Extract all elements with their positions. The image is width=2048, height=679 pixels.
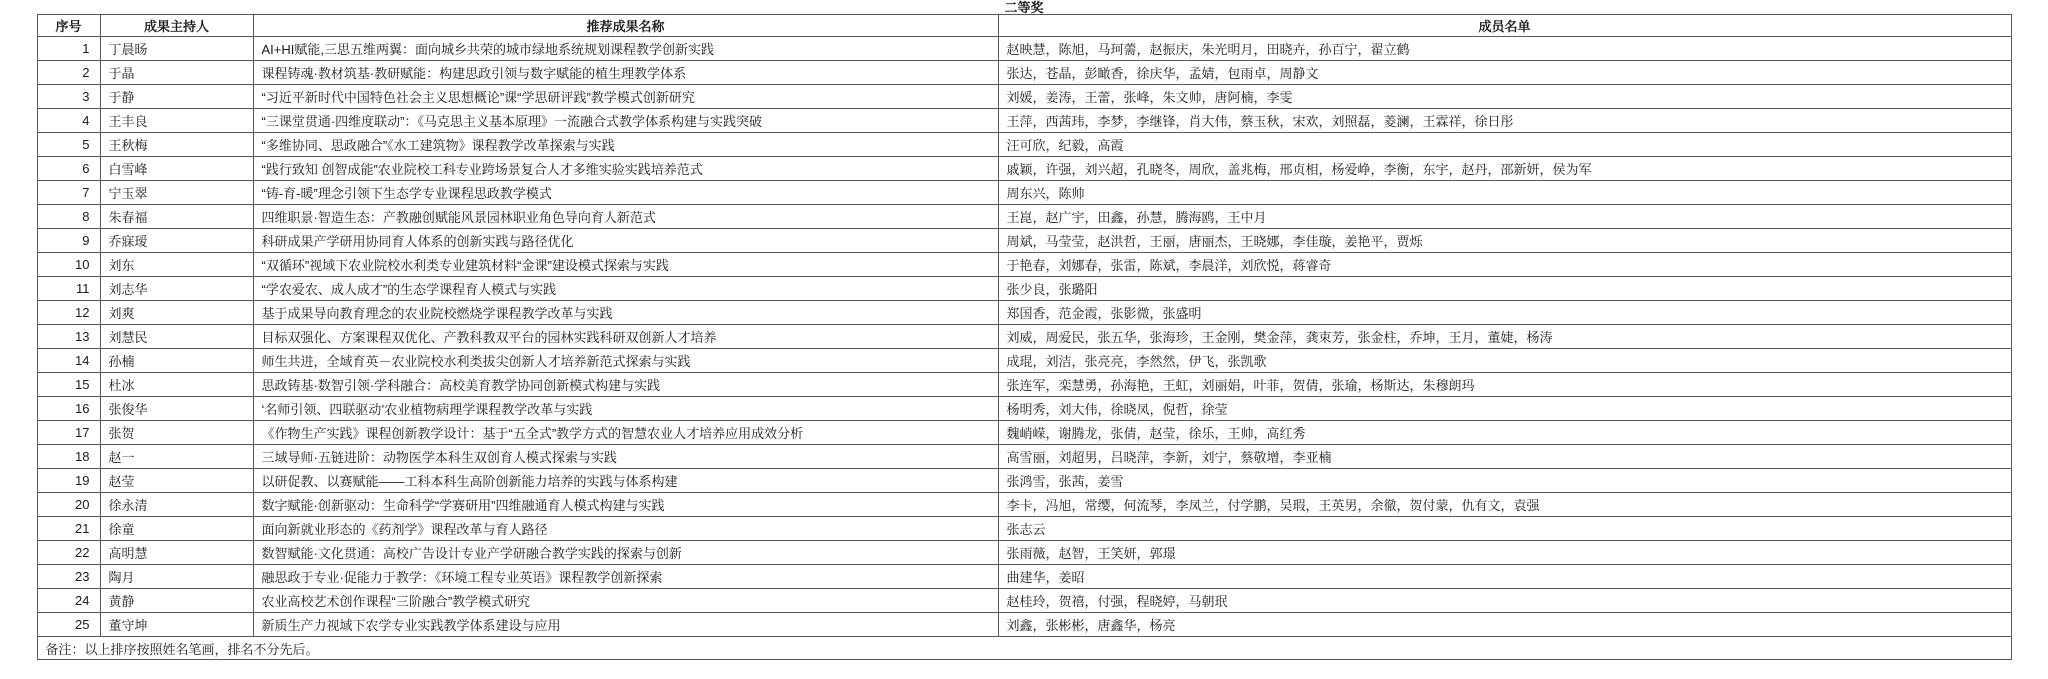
leader-cell: 乔寐瑷 [100,229,253,253]
leader-cell: 董守坤 [100,613,253,637]
leader-cell: 于静 [100,85,253,109]
serial-cell: 1 [37,37,100,61]
members-cell: 张少良，张璐阳 [998,277,2011,301]
achievement-cell: “三课堂贯通·四维度联动”：《马克思主义基本原理》一流融合式教学体系构建与实践突破 [253,109,998,133]
serial-cell: 17 [37,421,100,445]
serial-cell: 15 [37,373,100,397]
leader-cell: 张俊华 [100,397,253,421]
achievement-cell: ‘名师引领、四联驱动’农业植物病理学课程教学改革与实践 [253,397,998,421]
members-cell: 刘威，周爱民，张五华，张海珍，王金刚，樊金萍，龚束芳，张金柱，乔坤，王月，董婕，杨涛 [998,325,2011,349]
serial-cell: 16 [37,397,100,421]
leader-cell: 陶月 [100,565,253,589]
header-leader: 成果主持人 [100,15,253,37]
header-achievement: 推荐成果名称 [253,15,998,37]
table-row [37,181,2011,205]
serial-cell: 7 [37,181,100,205]
members-cell: 曲建华，姜昭 [998,565,2011,589]
table-row [37,445,2011,469]
table-row [37,517,2011,541]
table-row [37,541,2011,565]
table-row [37,613,2011,637]
achievement-cell: 以研促教、以赛赋能——工科本科生高阶创新能力培养的实践与体系构建 [253,469,998,493]
serial-cell: 12 [37,301,100,325]
achievement-cell: “铸-育-暖”理念引领下生态学专业课程思政教学模式 [253,181,998,205]
leader-cell: 孙楠 [100,349,253,373]
table-row [37,37,2011,61]
table-row [37,157,2011,181]
achievement-cell: 目标双强化、方案课程双优化、产教科教双平台的园林实践科研双创新人才培养 [253,325,998,349]
serial-cell: 8 [37,205,100,229]
table-row [37,85,2011,109]
serial-cell: 14 [37,349,100,373]
table-row [37,493,2011,517]
leader-cell: 于晶 [100,61,253,85]
achievement-cell: “习近平新时代中国特色社会主义思想概论”课“学思研评践”教学模式创新研究 [253,85,998,109]
table-header [37,15,2011,37]
leader-cell: 高明慧 [100,541,253,565]
achievement-cell: 融思政于专业·促能力于教学：《环境工程专业英语》课程教学创新探索 [253,565,998,589]
achievement-cell: “双循环”视域下农业院校水利类专业建筑材料“金课”建设模式探索与实践 [253,253,998,277]
achievement-cell: 数智赋能·文化贯通：高校广告设计专业产学研融合教学实践的探索与创新 [253,541,998,565]
serial-cell: 4 [37,109,100,133]
members-cell: 戚颖，许强，刘兴超，孔晓冬，周欣，盖兆梅，邢贞相，杨爱峥，李衡，东宇，赵丹，邵新妍，侯为军 [998,157,2011,181]
members-cell: 张达，苍晶，彭瞰香，徐庆华，孟婧，包雨卓，周静文 [998,61,2011,85]
achievement-cell: 思政铸基·数智引领·学科融合：高校美育教学协同创新模式构建与实践 [253,373,998,397]
achievement-cell: “多维协同、思政融合”《水工建筑物》课程教学改革探索与实践 [253,133,998,157]
members-cell: 成琨，刘洁，张亮亮，李然然，伊飞，张凯歌 [998,349,2011,373]
serial-cell: 5 [37,133,100,157]
members-cell: 张志云 [998,517,2011,541]
table-row [37,397,2011,421]
leader-cell: 刘慧民 [100,325,253,349]
serial-cell: 6 [37,157,100,181]
achievement-cell: 新质生产力视域下农学专业实践教学体系建设与应用 [253,613,998,637]
table-row [37,325,2011,349]
table-row [37,565,2011,589]
table-row [37,421,2011,445]
serial-cell: 23 [37,565,100,589]
members-cell: 周东兴，陈帅 [998,181,2011,205]
members-cell: 周斌，马莹莹，赵洪哲，王丽，唐丽杰，王晓娜，李佳璇，姜艳平，贾烁 [998,229,2011,253]
achievement-cell: 四维职景·智造生态：产教融创赋能风景园林职业角色导向育人新范式 [253,205,998,229]
note-row [37,637,2011,660]
members-cell: 张雨薇，赵智，王笑妍，郭璟 [998,541,2011,565]
members-cell: 赵映慧，陈旭，马珂薷，赵振庆，朱光明月，田晓卉，孙百宁，翟立鹤 [998,37,2011,61]
leader-cell: 白雪峰 [100,157,253,181]
leader-cell: 刘东 [100,253,253,277]
table-row [37,349,2011,373]
table-row [37,301,2011,325]
members-cell: 张连军，栾慧勇，孙海艳，王虹，刘丽娟，叶菲，贺倩，张瑜，杨斯达，朱穆朗玛 [998,373,2011,397]
members-cell: 刘媛，姜涛，王蕾，张峰，朱文帅，唐阿楠，李雯 [998,85,2011,109]
achievement-cell: AI+HI赋能,三思五维两翼：面向城乡共荣的城市绿地系统规划课程教学创新实践 [253,37,998,61]
leader-cell: 王丰良 [100,109,253,133]
achievement-cell: “学农爱农、成人成才”的生态学课程育人模式与实践 [253,277,998,301]
members-cell: 刘鑫，张彬彬，唐鑫华，杨亮 [998,613,2011,637]
leader-cell: 徐童 [100,517,253,541]
header-row [37,15,2011,37]
table-row [37,373,2011,397]
achievement-cell: 农业高校艺术创作课程“三阶融合”教学模式研究 [253,589,998,613]
leader-cell: 丁晨旸 [100,37,253,61]
members-cell: 郑国香，范金霞，张影微，张盛明 [998,301,2011,325]
leader-cell: 刘爽 [100,301,253,325]
leader-cell: 朱春福 [100,205,253,229]
leader-cell: 杜冰 [100,373,253,397]
members-cell: 高雪丽，刘超男，吕晓萍，李新，刘宁，蔡敬增，李亚楠 [998,445,2011,469]
serial-cell: 21 [37,517,100,541]
leader-cell: 刘志华 [100,277,253,301]
leader-cell: 王秋梅 [100,133,253,157]
table-row [37,469,2011,493]
serial-cell: 18 [37,445,100,469]
serial-cell: 3 [37,85,100,109]
achievement-cell: 面向新就业形态的《药剂学》课程改革与育人路径 [253,517,998,541]
serial-cell: 11 [37,277,100,301]
page-title: 二等奖 [1004,0,1044,15]
achievement-cell: 基于成果导向教育理念的农业院校燃烧学课程教学改革与实践 [253,301,998,325]
table-row [37,205,2011,229]
leader-cell: 张贺 [100,421,253,445]
achievement-cell: 数字赋能·创新驱动：生命科学“学赛研用”四维融通育人模式构建与实践 [253,493,998,517]
serial-cell: 25 [37,613,100,637]
header-serial: 序号 [37,15,100,37]
table-row [37,109,2011,133]
table-row [37,133,2011,157]
achievement-cell: 三域导师·五链进阶：动物医学本科生双创育人模式探索与实践 [253,445,998,469]
leader-cell: 赵莹 [100,469,253,493]
members-cell: 王崑，赵广宇，田鑫，孙慧，腾海鸥，王中月 [998,205,2011,229]
members-cell: 汪可欣，纪毅，高霞 [998,133,2011,157]
table-row [37,277,2011,301]
serial-cell: 9 [37,229,100,253]
table-row [37,229,2011,253]
serial-cell: 20 [37,493,100,517]
members-cell: 张鸿雪，张茜，姜雪 [998,469,2011,493]
serial-cell: 10 [37,253,100,277]
header-members: 成员名单 [998,15,2011,37]
table-row [37,253,2011,277]
serial-cell: 2 [37,61,100,85]
members-cell: 魏峭嵘，谢腾龙，张倩，赵莹，徐乐，王帅，高红秀 [998,421,2011,445]
members-cell: 赵桂玲，贺禧，付强，程晓婷，马朝珉 [998,589,2011,613]
table-footer [37,637,2011,660]
table-row [37,589,2011,613]
serial-cell: 22 [37,541,100,565]
note-text: 备注：以上排序按照姓名笔画，排名不分先后。 [37,637,2011,660]
members-cell: 王萍，西茜玮，李梦，李继锋，肖大伟，蔡玉秋，宋欢，刘照磊，菱澜，王霖祥，徐日彤 [998,109,2011,133]
members-cell: 于艳春，刘娜春，张雷，陈斌，李晨洋，刘欣悦，蒋睿奇 [998,253,2011,277]
achievement-cell: 课程铸魂·教材筑基·教研赋能：构建思政引领与数字赋能的植生理教学体系 [253,61,998,85]
leader-cell: 赵一 [100,445,253,469]
table-row [37,61,2011,85]
achievement-cell: “践行致知 创智成能”农业院校工科专业跨场景复合人才多维实验实践培养范式 [253,157,998,181]
leader-cell: 黄静 [100,589,253,613]
members-cell: 杨明秀，刘大伟，徐晓凤，倪哲，徐莹 [998,397,2011,421]
achievement-cell: 师生共进，全域育英－农业院校水利类拔尖创新人才培养新范式探索与实践 [253,349,998,373]
serial-cell: 19 [37,469,100,493]
table-body [37,37,2011,637]
serial-cell: 13 [37,325,100,349]
members-cell: 李卡，冯旭，常缨，何流琴，李凤兰，付学鹏，吴瑕，王英男，余徹，贺付蒙，仇有文，袁强 [998,493,2011,517]
achievement-cell: 《作物生产实践》课程创新教学设计：基于“五全式”教学方式的智慧农业人才培养应用成效分析 [253,421,998,445]
serial-cell: 24 [37,589,100,613]
leader-cell: 徐永清 [100,493,253,517]
achievement-cell: 科研成果产学研用协同育人体系的创新实践与路径优化 [253,229,998,253]
award-table [37,14,2012,660]
leader-cell: 宁玉翠 [100,181,253,205]
